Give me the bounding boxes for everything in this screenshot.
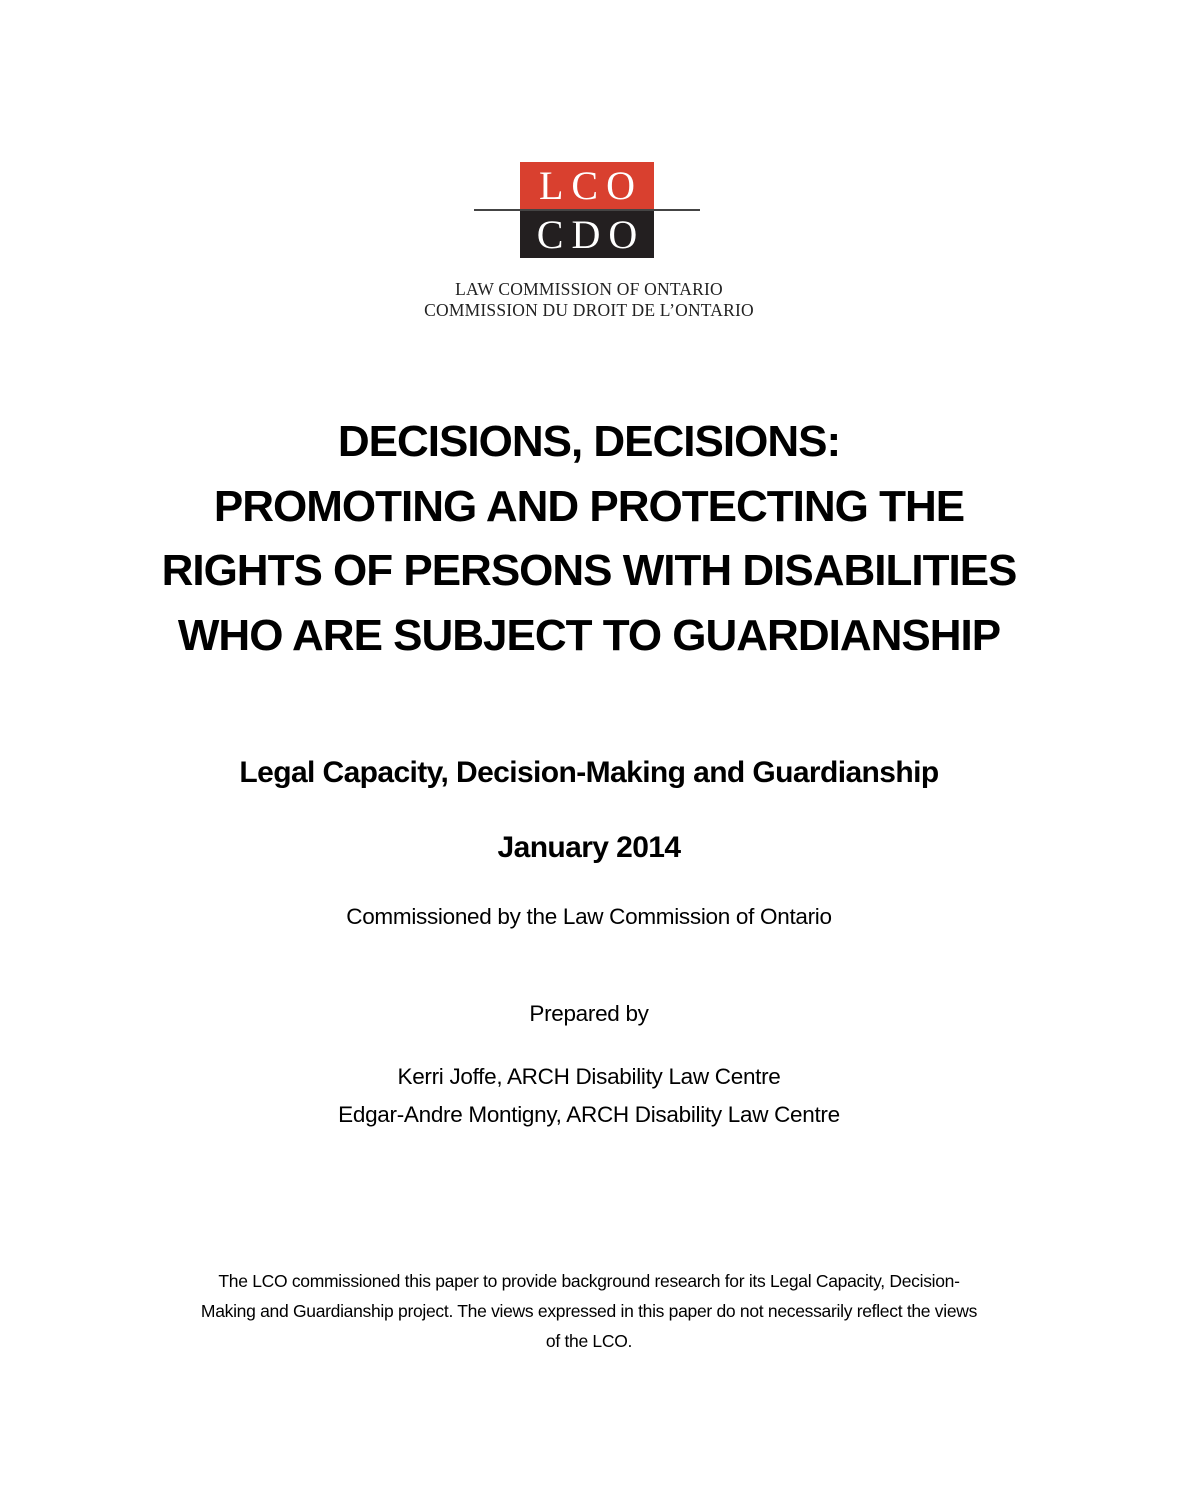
title-line: WHO ARE SUBJECT TO GUARDIANSHIP: [177, 610, 1001, 660]
lco-cdo-logo: [474, 162, 700, 258]
organization-name-en: LAW COMMISSION OF ONTARIO: [455, 279, 723, 299]
project-subtitle: Legal Capacity, Decision-Making and Guardianship: [239, 756, 939, 789]
disclaimer-line: Making and Guardianship project. The views expressed in this paper do not necessarily reflect the views: [200, 1301, 978, 1321]
disclaimer-line: of the LCO.: [545, 1331, 633, 1351]
organization-names: [0, 279, 1178, 321]
document-title: [0, 410, 1178, 668]
publication-date: January 2014: [497, 831, 681, 864]
prepared-by-label: Prepared by: [529, 1001, 649, 1026]
title-line: RIGHTS OF PERSONS WITH DISABILITIES: [161, 546, 1017, 595]
authors-list: [0, 1058, 1178, 1134]
disclaimer-line: The LCO commissioned this paper to provide background research for its Legal Capacity, Decision-: [218, 1271, 960, 1291]
title-line: PROMOTING AND PROTECTING THE: [213, 481, 965, 531]
organization-name-fr: COMMISSION DU DROIT DE L’ONTARIO: [424, 300, 754, 320]
disclaimer: [120, 1266, 1058, 1356]
commissioned-by: Commissioned by the Law Commission of Ontario: [346, 904, 832, 929]
author: Kerri Joffe, ARCH Disability Law Centre: [397, 1064, 781, 1089]
logo-lco: LCO: [520, 162, 654, 209]
title-line: DECISIONS, DECISIONS:: [337, 417, 841, 466]
author: Edgar-Andre Montigny, ARCH Disability Law Centre: [338, 1102, 840, 1127]
logo-cdo: CDO: [520, 211, 654, 258]
